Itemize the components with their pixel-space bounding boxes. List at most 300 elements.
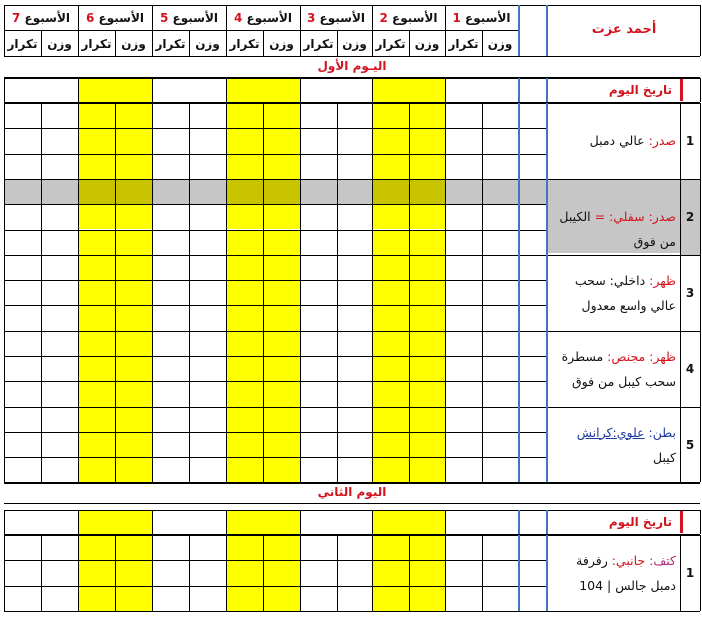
log-cell[interactable] xyxy=(4,381,41,406)
log-cell[interactable] xyxy=(482,457,518,482)
log-cell[interactable] xyxy=(372,535,409,560)
log-cell[interactable] xyxy=(482,179,518,204)
date-cell[interactable] xyxy=(226,510,300,534)
log-cell[interactable] xyxy=(78,356,115,381)
log-cell[interactable] xyxy=(4,305,41,330)
date-cell[interactable] xyxy=(445,510,518,534)
log-cell[interactable] xyxy=(115,255,152,280)
log-cell[interactable] xyxy=(41,457,78,482)
log-cell[interactable] xyxy=(372,255,409,280)
log-cell[interactable] xyxy=(152,204,189,229)
log-cell[interactable] xyxy=(152,356,189,381)
log-cell[interactable] xyxy=(78,560,115,585)
date-cell[interactable] xyxy=(78,510,152,534)
log-cell[interactable] xyxy=(372,280,409,305)
log-cell[interactable] xyxy=(115,179,152,204)
log-cell[interactable] xyxy=(4,255,41,280)
log-cell[interactable] xyxy=(115,535,152,560)
log-cell[interactable] xyxy=(409,280,445,305)
grid-line xyxy=(337,407,338,483)
log-cell[interactable] xyxy=(41,432,78,457)
log-cell[interactable] xyxy=(482,103,518,128)
log-cell[interactable] xyxy=(152,381,189,406)
log-cell[interactable] xyxy=(115,356,152,381)
log-cell[interactable] xyxy=(445,230,482,255)
log-cell[interactable] xyxy=(337,432,372,457)
log-cell[interactable] xyxy=(78,154,115,179)
log-cell[interactable] xyxy=(482,255,518,280)
log-cell[interactable] xyxy=(189,305,226,330)
log-cell[interactable] xyxy=(300,356,337,381)
log-cell[interactable] xyxy=(337,103,372,128)
exercise-name-line xyxy=(548,204,676,229)
log-cell[interactable] xyxy=(152,331,189,356)
exercise-name-line xyxy=(548,128,676,153)
date-cell[interactable] xyxy=(372,510,445,534)
log-cell[interactable] xyxy=(78,305,115,330)
log-cell[interactable] xyxy=(300,204,337,229)
log-cell[interactable] xyxy=(445,331,482,356)
log-cell[interactable] xyxy=(189,407,226,432)
log-cell[interactable] xyxy=(41,535,78,560)
log-cell[interactable] xyxy=(4,586,41,611)
log-cell[interactable] xyxy=(482,154,518,179)
log-cell[interactable] xyxy=(300,535,337,560)
date-cell[interactable] xyxy=(300,78,372,102)
blue-divider xyxy=(518,510,520,534)
grid-line xyxy=(4,331,5,407)
log-cell[interactable] xyxy=(445,255,482,280)
log-cell[interactable] xyxy=(372,457,409,482)
reps-label: تكرار xyxy=(303,37,334,51)
log-cell[interactable] xyxy=(372,586,409,611)
log-cell[interactable] xyxy=(409,381,445,406)
log-cell[interactable] xyxy=(409,128,445,153)
grid-line xyxy=(4,179,548,180)
log-cell[interactable] xyxy=(41,154,78,179)
log-cell[interactable] xyxy=(115,560,152,585)
log-cell[interactable] xyxy=(372,356,409,381)
log-cell[interactable] xyxy=(409,179,445,204)
log-cell[interactable] xyxy=(445,381,482,406)
log-cell[interactable] xyxy=(337,204,372,229)
log-cell[interactable] xyxy=(152,179,189,204)
log-cell[interactable] xyxy=(189,230,226,255)
log-cell[interactable] xyxy=(372,179,409,204)
log-cell[interactable] xyxy=(41,381,78,406)
log-cell[interactable] xyxy=(78,586,115,611)
log-cell[interactable] xyxy=(263,457,300,482)
log-cell[interactable] xyxy=(152,407,189,432)
log-cell[interactable] xyxy=(189,432,226,457)
log-cell[interactable] xyxy=(115,407,152,432)
log-cell[interactable] xyxy=(482,381,518,406)
log-cell[interactable] xyxy=(41,230,78,255)
log-cell[interactable] xyxy=(41,331,78,356)
log-cell[interactable] xyxy=(409,103,445,128)
log-cell[interactable] xyxy=(445,179,482,204)
log-cell[interactable] xyxy=(189,179,226,204)
date-cell[interactable] xyxy=(372,78,445,102)
log-cell[interactable] xyxy=(300,154,337,179)
log-cell[interactable] xyxy=(78,331,115,356)
log-cell[interactable] xyxy=(226,331,263,356)
log-cell[interactable] xyxy=(409,457,445,482)
log-cell[interactable] xyxy=(300,381,337,406)
week-label: الأسبوع xyxy=(172,11,218,25)
log-cell[interactable] xyxy=(226,103,263,128)
log-cell[interactable] xyxy=(4,356,41,381)
log-cell[interactable] xyxy=(152,305,189,330)
log-cell[interactable] xyxy=(263,204,300,229)
log-cell[interactable] xyxy=(337,331,372,356)
log-cell[interactable] xyxy=(4,457,41,482)
log-cell[interactable] xyxy=(41,103,78,128)
log-cell[interactable] xyxy=(482,407,518,432)
log-cell[interactable] xyxy=(263,432,300,457)
log-cell[interactable] xyxy=(482,356,518,381)
log-cell[interactable] xyxy=(78,179,115,204)
grid-line xyxy=(4,128,548,129)
log-cell[interactable] xyxy=(409,432,445,457)
exercise-number: 1 xyxy=(685,133,695,148)
log-cell[interactable] xyxy=(4,280,41,305)
log-cell[interactable] xyxy=(189,255,226,280)
log-cell[interactable] xyxy=(189,331,226,356)
log-cell[interactable] xyxy=(300,255,337,280)
week-title xyxy=(152,11,226,25)
log-cell[interactable] xyxy=(115,103,152,128)
log-cell[interactable] xyxy=(409,204,445,229)
log-cell[interactable] xyxy=(337,560,372,585)
date-cell[interactable] xyxy=(4,78,78,102)
log-cell[interactable] xyxy=(189,586,226,611)
log-cell[interactable] xyxy=(41,560,78,585)
log-cell[interactable] xyxy=(482,305,518,330)
date-cell[interactable] xyxy=(152,510,226,534)
log-cell[interactable] xyxy=(41,255,78,280)
log-cell[interactable] xyxy=(337,381,372,406)
log-cell[interactable] xyxy=(263,230,300,255)
log-cell[interactable] xyxy=(4,154,41,179)
log-cell[interactable] xyxy=(41,586,78,611)
log-cell[interactable] xyxy=(300,305,337,330)
log-cell[interactable] xyxy=(409,154,445,179)
log-cell[interactable] xyxy=(372,230,409,255)
log-cell[interactable] xyxy=(445,457,482,482)
log-cell[interactable] xyxy=(226,280,263,305)
log-cell[interactable] xyxy=(300,179,337,204)
date-cell[interactable] xyxy=(4,510,78,534)
log-cell[interactable] xyxy=(226,305,263,330)
log-cell[interactable] xyxy=(445,356,482,381)
log-cell[interactable] xyxy=(78,432,115,457)
log-cell[interactable] xyxy=(226,356,263,381)
grid-line xyxy=(372,179,373,255)
log-cell[interactable] xyxy=(189,204,226,229)
log-cell[interactable] xyxy=(263,154,300,179)
log-cell[interactable] xyxy=(337,586,372,611)
log-cell[interactable] xyxy=(226,381,263,406)
log-cell[interactable] xyxy=(300,432,337,457)
date-cell[interactable] xyxy=(445,78,518,102)
log-cell[interactable] xyxy=(372,432,409,457)
log-cell[interactable] xyxy=(409,407,445,432)
log-cell[interactable] xyxy=(337,280,372,305)
log-cell[interactable] xyxy=(445,560,482,585)
reps-header xyxy=(372,31,409,56)
log-cell[interactable] xyxy=(115,230,152,255)
log-cell[interactable] xyxy=(337,305,372,330)
log-cell[interactable] xyxy=(337,154,372,179)
grid-line xyxy=(189,103,190,179)
log-cell[interactable] xyxy=(300,230,337,255)
log-cell[interactable] xyxy=(152,154,189,179)
log-cell[interactable] xyxy=(41,128,78,153)
log-cell[interactable] xyxy=(372,154,409,179)
log-cell[interactable] xyxy=(337,128,372,153)
log-cell[interactable] xyxy=(78,381,115,406)
log-cell[interactable] xyxy=(337,230,372,255)
log-cell[interactable] xyxy=(226,586,263,611)
grid-line xyxy=(226,255,227,331)
log-cell[interactable] xyxy=(115,381,152,406)
grid-line xyxy=(115,255,116,331)
log-cell[interactable] xyxy=(409,305,445,330)
log-cell[interactable] xyxy=(226,230,263,255)
date-cell[interactable] xyxy=(78,78,152,102)
log-cell[interactable] xyxy=(482,586,518,611)
log-cell[interactable] xyxy=(78,204,115,229)
log-cell[interactable] xyxy=(189,560,226,585)
log-cell[interactable] xyxy=(300,103,337,128)
log-cell[interactable] xyxy=(372,103,409,128)
log-cell[interactable] xyxy=(372,331,409,356)
log-cell[interactable] xyxy=(372,381,409,406)
log-cell[interactable] xyxy=(263,255,300,280)
grid-line xyxy=(4,78,5,102)
log-cell[interactable] xyxy=(482,331,518,356)
log-cell[interactable] xyxy=(152,560,189,585)
log-cell[interactable] xyxy=(78,103,115,128)
log-cell[interactable] xyxy=(189,535,226,560)
grid-line xyxy=(337,103,338,179)
log-cell[interactable] xyxy=(263,305,300,330)
log-cell[interactable] xyxy=(189,154,226,179)
log-cell[interactable] xyxy=(482,432,518,457)
log-cell[interactable] xyxy=(482,280,518,305)
log-cell[interactable] xyxy=(300,280,337,305)
log-cell[interactable] xyxy=(372,407,409,432)
log-cell[interactable] xyxy=(300,457,337,482)
log-cell[interactable] xyxy=(41,407,78,432)
log-cell[interactable] xyxy=(337,255,372,280)
reps-label: تكرار xyxy=(448,37,479,51)
log-cell[interactable] xyxy=(189,103,226,128)
log-cell[interactable] xyxy=(226,154,263,179)
log-cell[interactable] xyxy=(372,560,409,585)
exercise-name-part: من فوق xyxy=(633,234,676,250)
log-cell[interactable] xyxy=(263,381,300,406)
log-cell[interactable] xyxy=(263,103,300,128)
log-cell[interactable] xyxy=(445,154,482,179)
grid-line xyxy=(4,103,548,104)
log-cell[interactable] xyxy=(4,331,41,356)
log-cell[interactable] xyxy=(226,432,263,457)
log-cell[interactable] xyxy=(263,331,300,356)
log-cell[interactable] xyxy=(152,535,189,560)
log-cell[interactable] xyxy=(189,457,226,482)
log-cell[interactable] xyxy=(4,204,41,229)
log-cell[interactable] xyxy=(152,255,189,280)
log-cell[interactable] xyxy=(300,331,337,356)
log-cell[interactable] xyxy=(226,535,263,560)
log-cell[interactable] xyxy=(115,280,152,305)
log-cell[interactable] xyxy=(152,457,189,482)
log-cell[interactable] xyxy=(445,432,482,457)
log-cell[interactable] xyxy=(115,331,152,356)
log-cell[interactable] xyxy=(4,432,41,457)
log-cell[interactable] xyxy=(41,305,78,330)
log-cell[interactable] xyxy=(482,560,518,585)
log-cell[interactable] xyxy=(115,305,152,330)
grid-line xyxy=(300,407,301,483)
log-cell[interactable] xyxy=(445,407,482,432)
log-cell[interactable] xyxy=(115,128,152,153)
log-cell[interactable] xyxy=(115,432,152,457)
log-cell[interactable] xyxy=(115,154,152,179)
log-cell[interactable] xyxy=(409,356,445,381)
log-cell[interactable] xyxy=(226,560,263,585)
log-cell[interactable] xyxy=(189,280,226,305)
log-cell[interactable] xyxy=(409,560,445,585)
log-cell[interactable] xyxy=(482,204,518,229)
log-cell[interactable] xyxy=(263,280,300,305)
log-cell[interactable] xyxy=(445,586,482,611)
log-cell[interactable] xyxy=(482,535,518,560)
log-cell[interactable] xyxy=(300,407,337,432)
log-cell[interactable] xyxy=(263,356,300,381)
log-cell[interactable] xyxy=(263,128,300,153)
grid-line xyxy=(700,407,701,483)
log-cell[interactable] xyxy=(337,179,372,204)
log-cell[interactable] xyxy=(409,586,445,611)
log-cell[interactable] xyxy=(409,230,445,255)
log-cell[interactable] xyxy=(115,204,152,229)
log-cell[interactable] xyxy=(189,356,226,381)
log-cell[interactable] xyxy=(445,280,482,305)
log-cell[interactable] xyxy=(337,356,372,381)
log-cell[interactable] xyxy=(78,407,115,432)
log-cell[interactable] xyxy=(78,280,115,305)
log-cell[interactable] xyxy=(152,280,189,305)
log-cell[interactable] xyxy=(115,457,152,482)
date-cell[interactable] xyxy=(152,78,226,102)
log-cell[interactable] xyxy=(226,457,263,482)
log-cell[interactable] xyxy=(445,204,482,229)
log-cell[interactable] xyxy=(41,356,78,381)
grid-line xyxy=(409,30,410,56)
log-cell[interactable] xyxy=(4,560,41,585)
log-cell[interactable] xyxy=(445,103,482,128)
log-cell[interactable] xyxy=(409,535,445,560)
log-cell[interactable] xyxy=(78,255,115,280)
log-cell[interactable] xyxy=(4,128,41,153)
log-cell[interactable] xyxy=(78,535,115,560)
log-cell[interactable] xyxy=(78,457,115,482)
log-cell[interactable] xyxy=(337,535,372,560)
log-cell[interactable] xyxy=(4,407,41,432)
log-cell[interactable] xyxy=(78,230,115,255)
log-cell[interactable] xyxy=(409,255,445,280)
log-cell[interactable] xyxy=(337,407,372,432)
grid-line xyxy=(680,103,681,179)
date-cell[interactable] xyxy=(226,78,300,102)
log-cell[interactable] xyxy=(372,204,409,229)
log-cell[interactable] xyxy=(337,457,372,482)
log-cell[interactable] xyxy=(372,128,409,153)
grid-line xyxy=(700,179,701,255)
log-cell[interactable] xyxy=(152,128,189,153)
athlete-name-text: أحمد عزت xyxy=(591,22,657,37)
log-cell[interactable] xyxy=(263,179,300,204)
log-cell[interactable] xyxy=(4,535,41,560)
log-cell[interactable] xyxy=(263,407,300,432)
log-cell[interactable] xyxy=(115,586,152,611)
log-cell[interactable] xyxy=(41,280,78,305)
log-cell[interactable] xyxy=(263,586,300,611)
log-cell[interactable] xyxy=(41,204,78,229)
day-title-band xyxy=(4,482,700,503)
log-cell[interactable] xyxy=(263,560,300,585)
log-cell[interactable] xyxy=(152,103,189,128)
log-cell[interactable] xyxy=(482,128,518,153)
log-cell[interactable] xyxy=(300,560,337,585)
log-cell[interactable] xyxy=(152,230,189,255)
log-cell[interactable] xyxy=(226,407,263,432)
date-cell[interactable] xyxy=(300,510,372,534)
log-cell[interactable] xyxy=(300,128,337,153)
log-cell[interactable] xyxy=(152,432,189,457)
week-title xyxy=(78,11,152,25)
log-cell[interactable] xyxy=(189,128,226,153)
log-cell[interactable] xyxy=(409,331,445,356)
log-cell[interactable] xyxy=(226,255,263,280)
log-cell[interactable] xyxy=(482,230,518,255)
grid-line xyxy=(189,407,190,483)
log-cell[interactable] xyxy=(4,230,41,255)
log-cell[interactable] xyxy=(152,586,189,611)
log-cell[interactable] xyxy=(226,128,263,153)
log-cell[interactable] xyxy=(4,103,41,128)
log-cell[interactable] xyxy=(41,179,78,204)
grid-line xyxy=(482,30,483,56)
log-cell[interactable] xyxy=(226,204,263,229)
grid-line xyxy=(41,179,42,255)
log-cell[interactable] xyxy=(300,586,337,611)
log-cell[interactable] xyxy=(445,128,482,153)
log-cell[interactable] xyxy=(226,179,263,204)
log-cell[interactable] xyxy=(445,305,482,330)
log-cell[interactable] xyxy=(445,535,482,560)
log-cell[interactable] xyxy=(372,305,409,330)
log-cell[interactable] xyxy=(263,535,300,560)
grid-line xyxy=(372,103,373,179)
log-cell[interactable] xyxy=(4,179,41,204)
log-cell[interactable] xyxy=(78,128,115,153)
log-cell[interactable] xyxy=(189,381,226,406)
weight-header xyxy=(189,31,226,56)
